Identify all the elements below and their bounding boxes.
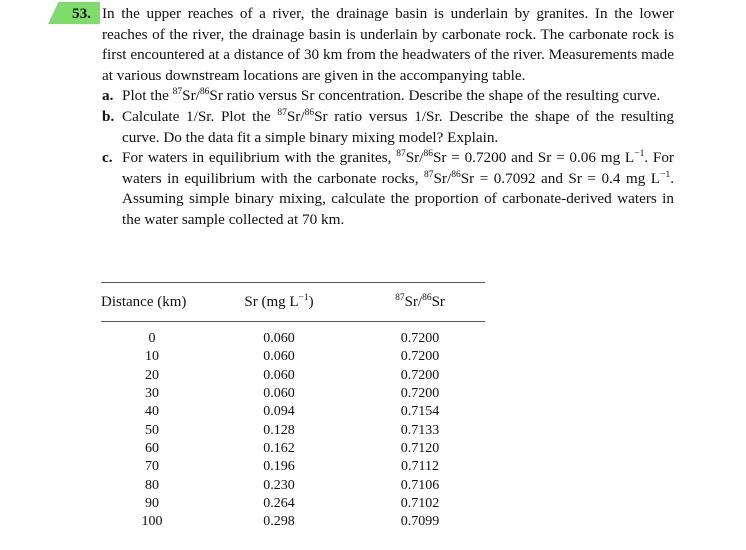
sr-cell: 0.128 <box>263 422 295 438</box>
part-a-label: a. <box>102 87 114 105</box>
distance-cell: 10 <box>145 349 159 365</box>
ratio-cell: 0.7120 <box>400 440 440 456</box>
problem-intro: In the upper reaches of a river, the drainage basin is underlain by granites. In the lower reaches of the river, the drainage basin is underlain by carbonate rock. The carbonate rock is first encountered at a distance of 30 km from the headwaters of the river. Measurements made at various downstream locations are given in the accompanying table. <box>102 5 674 84</box>
ratio-cell: 0.7099 <box>400 514 440 530</box>
sr-cell: 0.264 <box>263 495 295 511</box>
table-row <box>101 403 485 421</box>
table-row <box>101 476 485 494</box>
sr-cell: 0.298 <box>263 514 295 530</box>
table-row <box>101 322 485 349</box>
table-row <box>101 421 485 439</box>
distance-cell: 80 <box>145 477 159 493</box>
sr-cell: 0.094 <box>263 404 295 420</box>
ratio-cell: 0.7133 <box>400 422 440 438</box>
ratio-cell: 0.7200 <box>400 349 440 365</box>
ratio-cell: 0.7200 <box>400 331 440 347</box>
table-header-row <box>101 283 485 322</box>
table-row <box>101 367 485 385</box>
distance-cell: 30 <box>145 386 159 402</box>
part-b-label: b. <box>102 107 115 125</box>
problem-number: 53. <box>72 5 91 22</box>
table-row <box>101 440 485 458</box>
sr-cell: 0.162 <box>263 440 295 456</box>
problem-text <box>72 4 674 231</box>
ratio-cell: 0.7102 <box>400 495 440 511</box>
part-b: b. Calculate 1/Sr. Plot the $^{87}$Sr/$^{86}$Sr ratio versus 1/Sr. Describe the shape of the resulting curve. Do the data fit a simple binary mixing model? Explain. <box>102 107 674 146</box>
distance-cell: 90 <box>145 495 159 511</box>
part-c-label: c. <box>102 149 113 167</box>
ratio-cell: 0.7106 <box>400 477 440 493</box>
ratio-cell: 0.7200 <box>400 367 440 383</box>
header-distance: Distance (km) <box>101 283 203 322</box>
sr-cell: 0.060 <box>263 367 295 383</box>
part-a: a. Plot the $^{87}$Sr/$^{86}$Sr ratio versus Sr concentration. Describe the shape of the resulting curve. <box>102 86 674 107</box>
sr-cell: 0.060 <box>263 349 295 365</box>
sr-cell: 0.060 <box>263 331 295 347</box>
distance-cell: 50 <box>145 422 159 438</box>
distance-cell: 70 <box>145 459 159 475</box>
distance-cell: 60 <box>145 440 159 456</box>
ratio-cell: 0.7112 <box>401 459 439 475</box>
header-sr: Sr (mg $L^{-1}$) <box>203 283 355 322</box>
distance-cell: 40 <box>145 404 159 420</box>
distance-cell: 0 <box>148 331 156 347</box>
sr-cell: 0.230 <box>263 477 295 493</box>
data-table <box>101 282 485 531</box>
ratio-cell: 0.7200 <box>400 386 440 402</box>
table-row <box>101 495 485 513</box>
distance-cell: 20 <box>145 367 159 383</box>
part-c: c. For waters in equilibrium with the granites, $^{87}$Sr/$^{86}$Sr = 0.7200 and Sr = 0.06 mg $L^{-1}$. For waters in equilibrium with the carbonate rocks, $^{87}$Sr/$^{86}$Sr = 0.7092 and Sr = 0.4 mg $L^{-1}$. Assuming simple binary mixing, calculate the proportion of carbonate-derived waters in the water sample collected at 70 km. <box>102 149 674 228</box>
table-row <box>101 348 485 366</box>
table-row <box>101 458 485 476</box>
table-row <box>101 513 485 531</box>
ratio-cell: 0.7154 <box>400 404 440 420</box>
distance-cell: 100 <box>141 514 163 530</box>
sr-cell: 0.060 <box>263 386 295 402</box>
table-row <box>101 385 485 403</box>
header-ratio: $^{87}$Sr/$^{86}$Sr <box>355 283 485 322</box>
sr-cell: 0.196 <box>263 459 295 475</box>
